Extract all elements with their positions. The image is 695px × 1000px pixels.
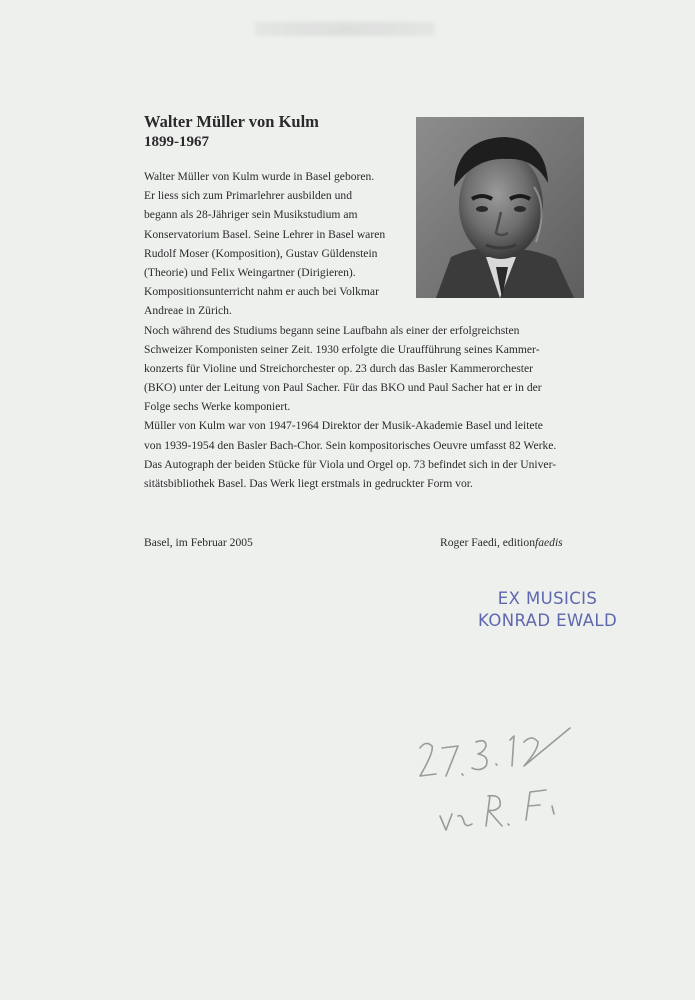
author-name: Roger Faedi, edition bbox=[440, 536, 535, 549]
show-through-header bbox=[255, 22, 435, 36]
handwritten-note bbox=[380, 720, 600, 850]
text-line: (BKO) unter der Leitung von Paul Sacher. Für das BKO und Paul Sacher hat er in der bbox=[144, 381, 542, 395]
ownership-stamp bbox=[478, 588, 617, 632]
text-line: Kompositionsunterricht nahm er auch bei Volkmar bbox=[144, 285, 379, 299]
text-line: (Theorie) und Felix Weingartner (Dirigieren). bbox=[144, 265, 356, 279]
author-edition: faedis bbox=[535, 536, 563, 549]
biography-text bbox=[144, 167, 604, 493]
stamp-line-2: KONRAD EWALD bbox=[478, 611, 618, 630]
text-line: Folge sechs Werke komponiert. bbox=[144, 400, 291, 414]
composer-years: 1899-1967 bbox=[144, 134, 209, 150]
author-credit bbox=[440, 536, 563, 549]
text-line: Müller von Kulm war von 1947-1964 Direktor der Musik-Akademie Basel und leitete bbox=[144, 419, 543, 433]
text-line: Rudolf Moser (Komposition), Gustav Güldenstein bbox=[144, 246, 378, 260]
text-line: Konservatorium Basel. Seine Lehrer in Basel waren bbox=[144, 227, 386, 241]
text-line: Das Autograph der beiden Stücke für Viola und Orgel op. 73 befindet sich in der Univer- bbox=[144, 457, 557, 471]
text-line: von 1939-1954 den Basler Bach-Chor. Sein kompositorisches Oeuvre umfasst 82 Werke. bbox=[144, 438, 557, 452]
text-line: Er liess sich zum Primarlehrer ausbilden und bbox=[144, 189, 352, 203]
stamp-line-1: EX MUSICIS bbox=[497, 589, 598, 608]
text-line: Andreae in Zürich. bbox=[144, 304, 232, 318]
text-line: konzerts für Violine und Streichorchester op. 23 durch das Basler Kammerorchester bbox=[144, 361, 533, 375]
composer-name: Walter Müller von Kulm bbox=[144, 112, 319, 131]
text-line: begann als 28-Jähriger sein Musikstudium am bbox=[144, 208, 358, 222]
text-line: Schweizer Komponisten seiner Zeit. 1930 erfolgte die Uraufführung seines Kammer- bbox=[144, 342, 540, 356]
text-line: sitätsbibliothek Basel. Das Werk liegt erstmals in gedruckter Form vor. bbox=[144, 477, 473, 490]
place-date: Basel, im Februar 2005 bbox=[144, 536, 253, 549]
text-line: Walter Müller von Kulm wurde in Basel geboren. bbox=[144, 170, 375, 183]
text-line: Noch während des Studiums begann seine Laufbahn als einer der erfolgreichsten bbox=[144, 323, 520, 337]
